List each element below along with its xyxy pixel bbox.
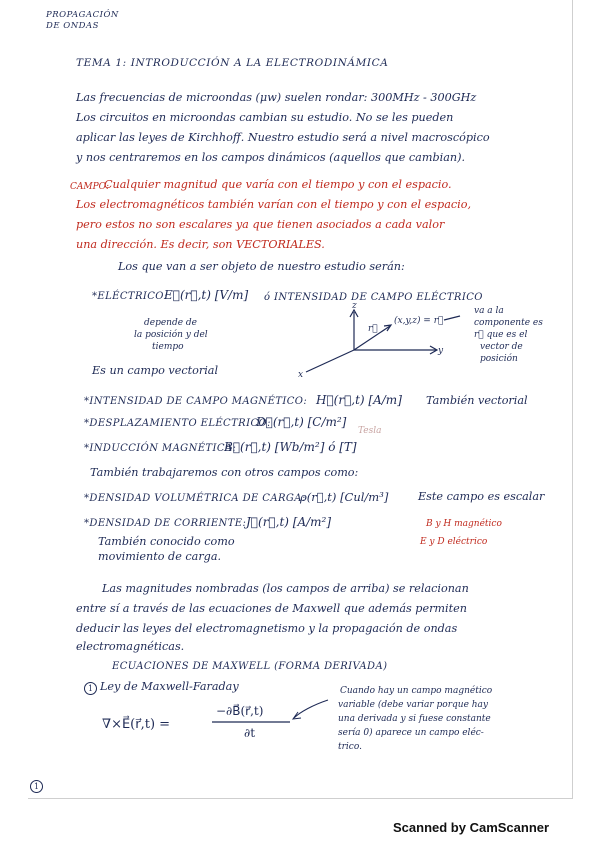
density-rho-symbol: ρ(r⃗,t) [Cul/m³] (300, 490, 389, 504)
paragraph-line-3: deducir las leyes del electromagnetismo y la propagación de ondas (76, 622, 458, 635)
paragraph-line-1: Las magnitudes nombradas (los campos de arriba) se relacionan (102, 582, 469, 595)
electrico-note-2: la posición y del (134, 330, 208, 340)
page-number: 1 (30, 780, 43, 793)
field-h-symbol: H⃗(r⃗,t) [A/m] (316, 393, 402, 407)
faraday-note-3: una derivada y si fuese constante (338, 714, 491, 724)
scanner-watermark: Scanned by CamScanner (393, 820, 550, 835)
field-h-note: También vectorial (426, 394, 528, 407)
electrico-symbol: E⃗(r⃗,t) [V/m] (164, 288, 249, 302)
equation-denominator: ∂t (244, 726, 256, 740)
density-j-symbol: J⃗(r⃗,t) [A/m²] (246, 515, 332, 529)
field-b-note: Tesla (358, 426, 382, 436)
intro-line-4: y nos centraremos en los campos dinámicos (aquellos que cambian). (76, 151, 465, 164)
field-d-symbol: D⃗(r⃗,t) [C/m²] (256, 415, 347, 429)
field-b-symbol: B⃗(r⃗,t) [Wb/m²] ó [T] (224, 440, 357, 454)
maxwell-title: ECUACIONES DE MAXWELL (FORMA DERIVADA) (112, 661, 388, 672)
law-1-name: Ley de Maxwell-Faraday (100, 680, 239, 693)
header-line-1: PROPAGACIÓN (46, 10, 119, 20)
equation-numerator: −∂B⃗(r⃗,t) (216, 704, 264, 718)
tambien-line: También trabajaremos con otros campos como: (90, 466, 359, 479)
corriente-note-1: También conocido como (98, 535, 235, 548)
electrico-note-3: tiempo (152, 342, 184, 352)
corriente-note-2: movimiento de carga. (98, 550, 222, 563)
density-rho-label: *DENSIDAD VOLUMÉTRICA DE CARGA: (84, 493, 306, 504)
side-note-4: vector de (480, 342, 523, 352)
paragraph-line-2: entre sí a través de las ecuaciones de Maxwell que además permiten (76, 602, 467, 615)
field-d-label: *DESPLAZAMIENTO ELÉCTRICO: (84, 418, 271, 429)
field-h-label: *INTENSIDAD DE CAMPO MAGNÉTICO: (84, 396, 308, 407)
side-note-3: r⃗ que es el (474, 330, 528, 340)
r-vector-label: r⃗ (368, 324, 378, 334)
objetos-line: Los que van a ser objeto de nuestro estudio serán: (118, 260, 405, 273)
electrico-vectorial: Es un campo vectorial (92, 364, 219, 377)
campo-label: CAMPO: (70, 182, 110, 192)
campo-line-4: una dirección. Es decir, son VECTORIALES. (76, 238, 325, 251)
axis-y-label: y (438, 346, 444, 356)
page-title: TEMA 1: INTRODUCCIÓN A LA ELECTRODINÁMICA (76, 57, 389, 69)
side-note-1: va a la (474, 306, 504, 316)
electrico-label: *ELÉCTRICO: (92, 291, 168, 302)
intro-line-3: aplicar las leyes de Kirchhoff. Nuestro estudio será a nivel macroscópico (76, 131, 490, 144)
header-line-2: DE ONDAS (46, 21, 99, 31)
side-note-2: componente es (474, 318, 543, 328)
law-1-number: 1 (84, 682, 97, 695)
faraday-note-1: Cuando hay un campo magnético (340, 686, 493, 696)
density-j-label: *DENSIDAD DE CORRIENTE: (84, 518, 247, 529)
side-note-5: posición (480, 354, 518, 364)
side-note-bh: B y H magnético (426, 519, 502, 529)
campo-line-1: Cualquier magnitud que varía con el tiempo y con el espacio. (104, 178, 452, 191)
axis-z-label: z (352, 301, 357, 311)
fraction-bar (28, 0, 572, 798)
electrico-desc: ó INTENSIDAD DE CAMPO ELÉCTRICO (264, 292, 483, 303)
faraday-note-2: variable (debe variar porque hay (338, 700, 489, 710)
faraday-note-5: trico. (338, 742, 362, 752)
intro-line-1: Las frecuencias de microondas (μw) suelen rondar: 300MHz - 300GHz (76, 91, 477, 104)
axis-x-label: x (298, 370, 304, 380)
notebook-page (28, 0, 573, 799)
point-label: (x,y,z) = r⃗ (394, 316, 444, 326)
campo-line-2: Los electromagnéticos también varían con el tiempo y con el espacio, (76, 198, 472, 211)
electrico-note-1: depende de (144, 318, 198, 328)
campo-line-3: pero estos no son escalares ya que tienen asociados a cada valor (76, 218, 445, 231)
intro-line-2: Los circuitos en microondas cambian su estudio. No se les pueden (76, 111, 454, 124)
faraday-note-4: sería 0) aparece un campo eléc- (338, 728, 484, 738)
equation-lhs: ∇×E⃗(r⃗,t) = (102, 717, 171, 732)
field-b-label: *INDUCCIÓN MAGNÉTICA: (84, 443, 237, 454)
paragraph-line-4: electromagnéticas. (76, 640, 185, 653)
side-note-ed: E y D eléctrico (420, 537, 488, 547)
density-rho-note: Este campo es escalar (418, 490, 545, 503)
